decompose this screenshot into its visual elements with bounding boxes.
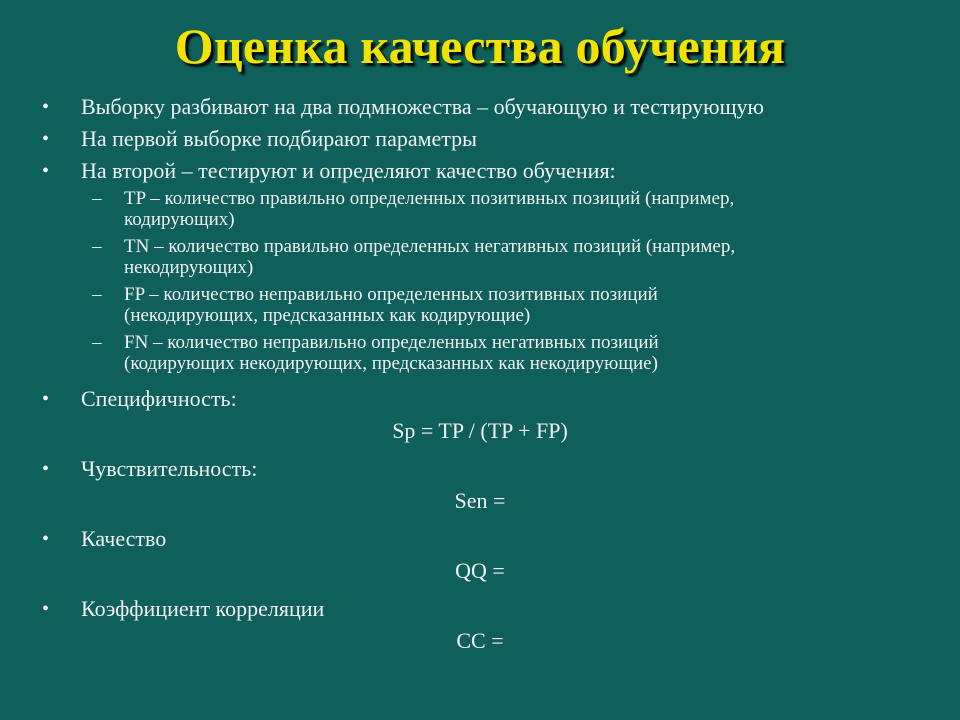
formula-correlation: CC = — [456, 628, 504, 653]
bullet-icon: • — [42, 598, 50, 620]
bullet-icon: • — [42, 528, 50, 550]
sub-item-tp — [40, 188, 940, 230]
sub-text-line: некодирующих) — [124, 257, 254, 278]
sub-text-line: (некодирующих, предсказанных как кодирующие) — [124, 305, 531, 326]
dash-icon: – — [92, 332, 102, 353]
sub-text-line: FP – количество неправильно определенных позитивных позиций — [124, 284, 658, 305]
sub-item-tn — [40, 236, 940, 278]
slide-content — [40, 92, 940, 656]
metric-specificity — [40, 384, 940, 414]
metric-label: Качество — [81, 526, 167, 551]
bullet-text: На первой выборке подбирают параметры — [81, 126, 477, 151]
sub-text-line: кодирующих) — [124, 209, 235, 230]
bullet-item — [40, 92, 940, 122]
metric-correlation — [40, 594, 940, 624]
sub-item-fp — [40, 284, 940, 326]
formula-sensitivity: Sen = — [454, 488, 506, 513]
bullet-icon: • — [42, 96, 50, 118]
dash-icon: – — [92, 236, 102, 257]
sub-text-line: TN – количество правильно определенных негативных позиций (например, — [124, 236, 736, 257]
metric-label: Специфичность: — [81, 386, 237, 411]
formula-quality: QQ = — [455, 558, 505, 583]
bullet-text: Выборку разбивают на два подмножества – обучающую и тестирующую — [81, 94, 764, 119]
dash-icon: – — [92, 284, 102, 305]
bullet-item — [40, 124, 940, 154]
bullet-icon: • — [42, 458, 50, 480]
metric-label: Коэффициент корреляции — [81, 596, 325, 621]
bullet-text: На второй – тестируют и определяют качество обучения: — [81, 158, 616, 183]
metric-sensitivity — [40, 454, 940, 484]
bullet-item — [40, 156, 940, 186]
dash-icon: – — [92, 188, 102, 209]
bullet-icon: • — [42, 128, 50, 150]
metric-quality — [40, 524, 940, 554]
slide-title: Оценка качества обучения — [174, 18, 786, 74]
bullet-icon: • — [42, 160, 50, 182]
sub-text-line: TP – количество правильно определенных позитивных позиций (например, — [124, 188, 735, 209]
formula-specificity: Sp = TP / (TP + FP) — [392, 418, 568, 443]
bullet-icon: • — [42, 388, 50, 410]
metric-label: Чувствительность: — [81, 456, 258, 481]
sub-item-fn — [40, 332, 940, 374]
sub-text-line: (кодирующих некодирующих, предсказанных как некодирующие) — [124, 353, 658, 374]
sub-text-line: FN – количество неправильно определенных негативных позиций — [124, 332, 659, 353]
